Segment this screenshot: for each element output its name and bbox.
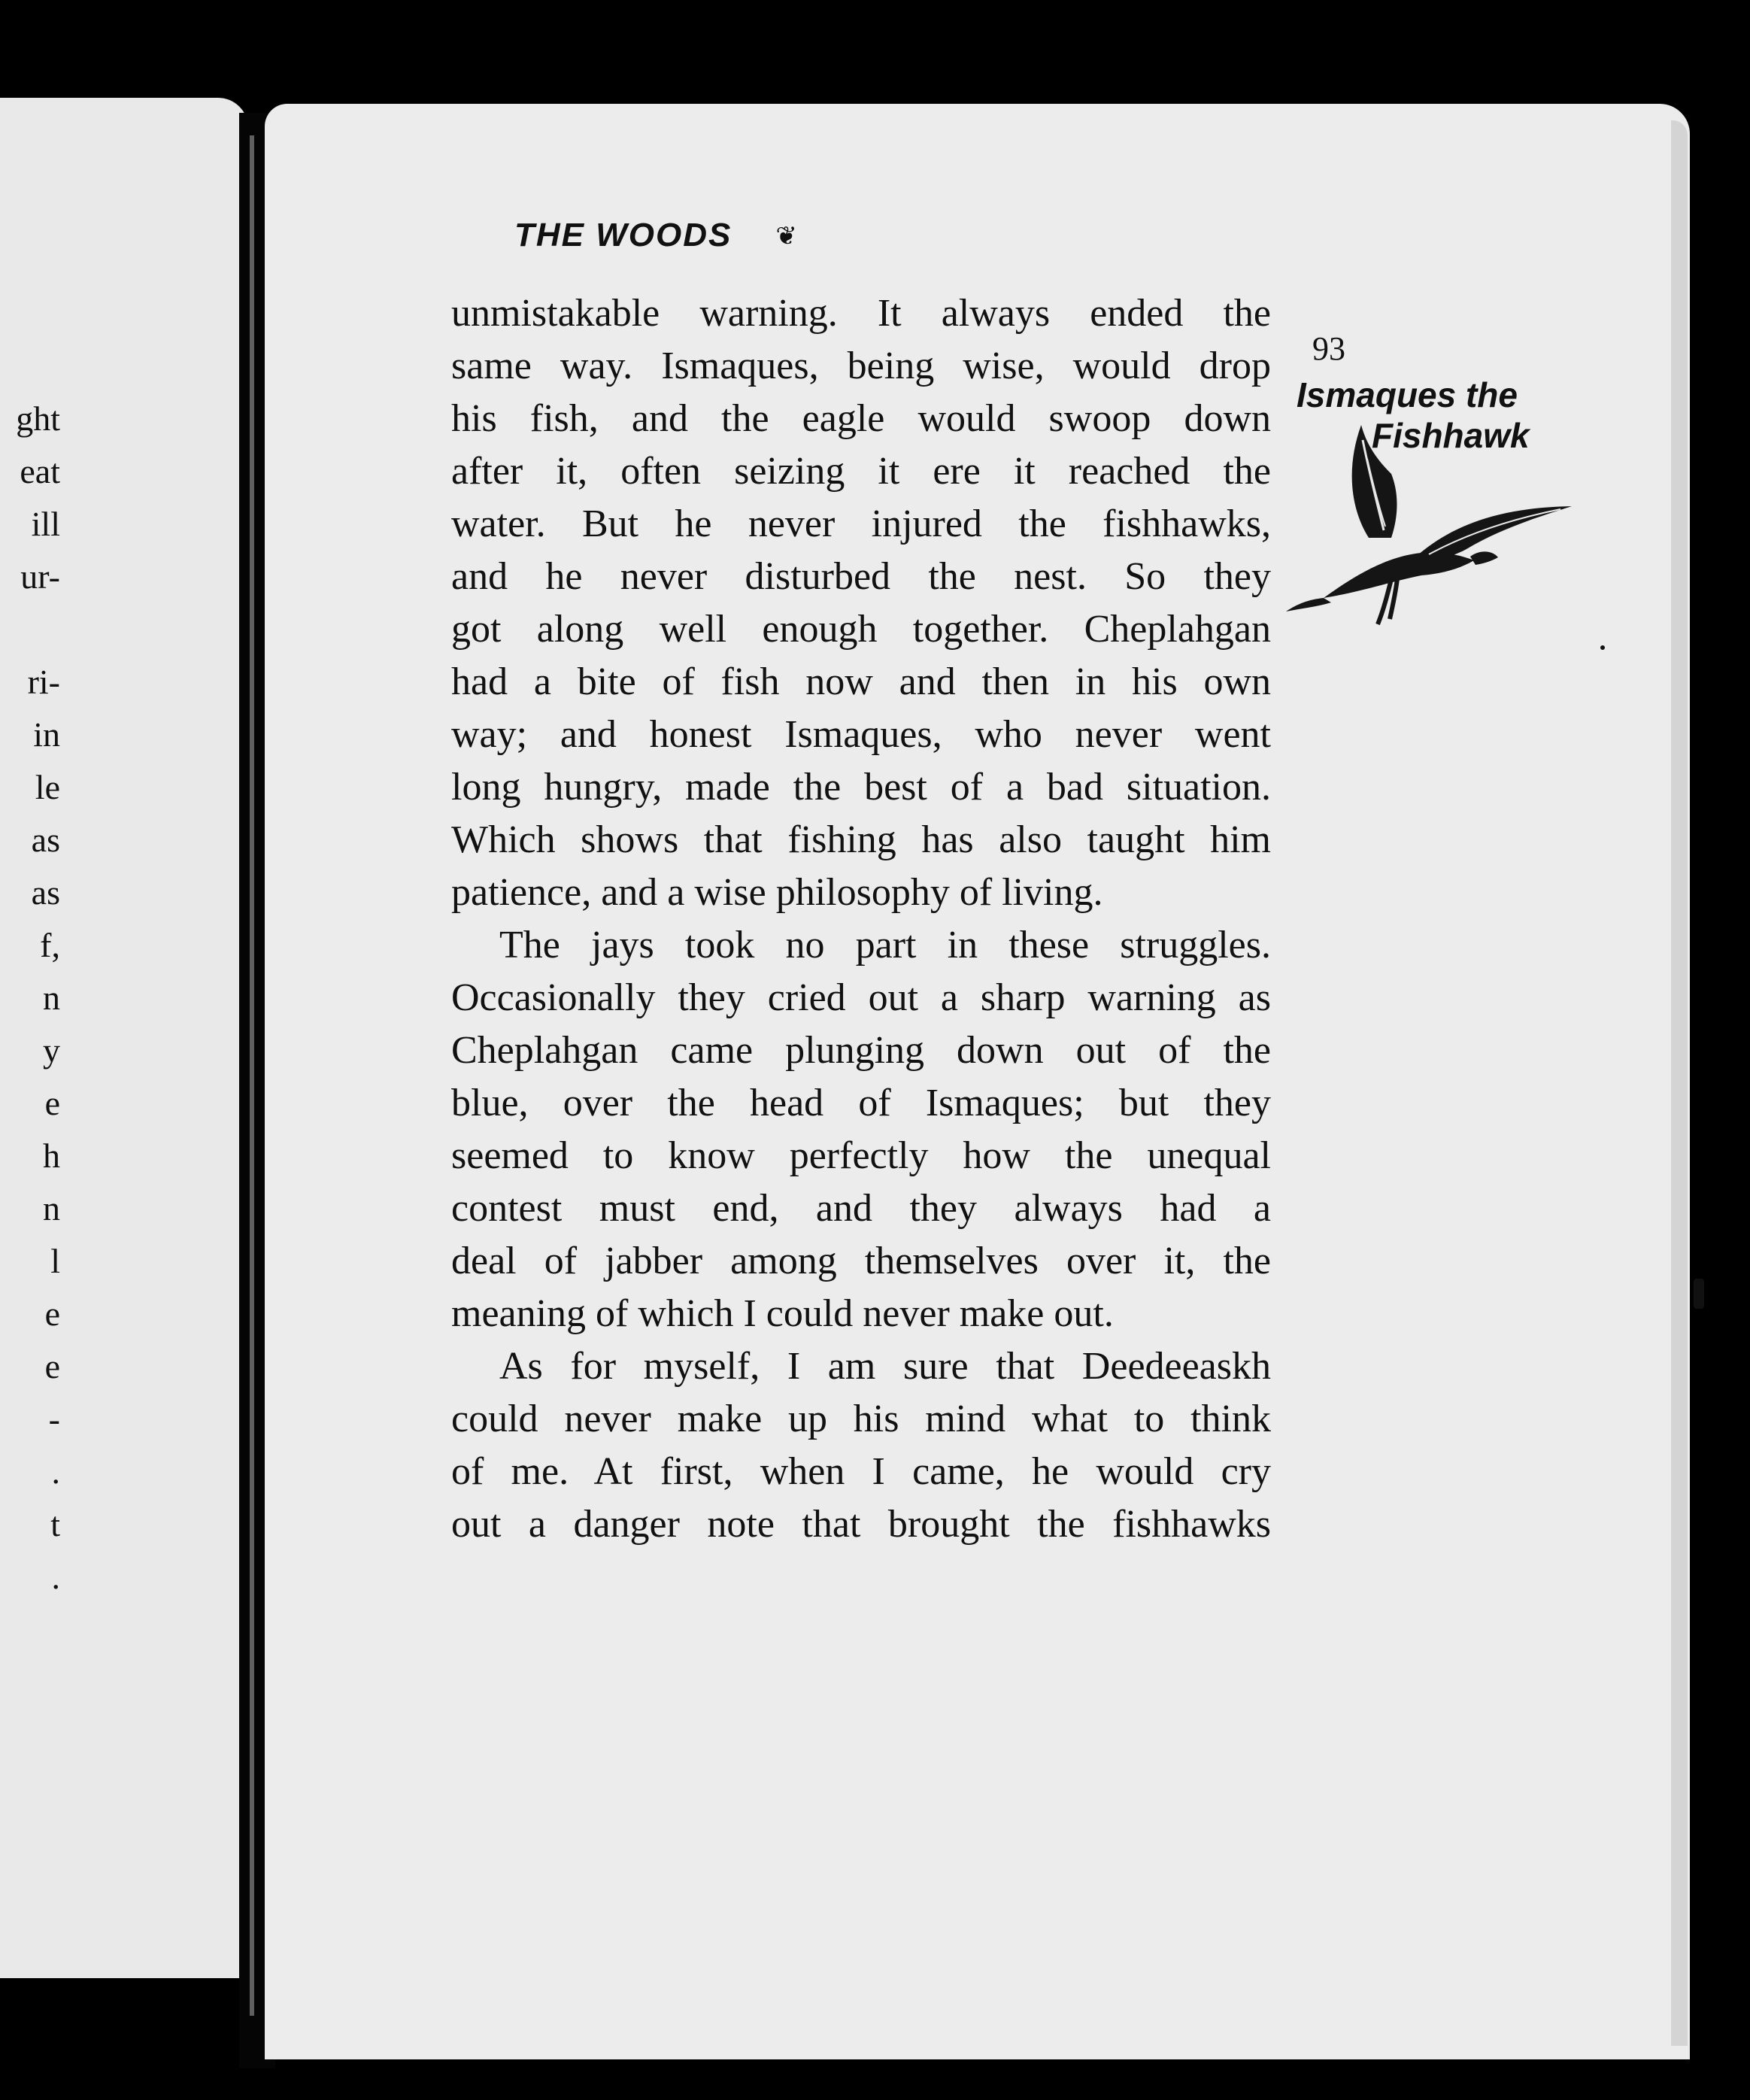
left-page-fragment: n <box>43 1189 60 1228</box>
left-page-fragment: t <box>50 1505 60 1543</box>
left-page-fragment: ri- <box>27 663 60 701</box>
page-number: 93 <box>1312 330 1345 367</box>
text-line: water. But he never injured the fishhawks, <box>451 502 1271 545</box>
left-page-fragment: as <box>31 821 60 859</box>
text-line: after it, often seizing it ere it reached the <box>451 450 1271 493</box>
text-line: Cheplahgan came plunging down out of the <box>451 1029 1271 1072</box>
text-line: and he never disturbed the nest. So they <box>451 555 1271 598</box>
left-page-fragment: e <box>44 1084 60 1122</box>
left-page-fragment: as <box>31 873 60 912</box>
left-page-fragment: n <box>43 979 60 1017</box>
spine-edge <box>250 135 254 2016</box>
page-edge <box>1671 120 1688 2046</box>
left-page-fragment: ur- <box>20 557 60 596</box>
text-line: patience, and a wise philosophy of living. <box>451 871 1103 914</box>
text-line: could never make up his mind what to think <box>451 1397 1271 1440</box>
left-page-fragment: f, <box>40 926 60 964</box>
text-line: had a bite of fish now and then in his own <box>451 660 1271 703</box>
text-line: seemed to know perfectly how the unequal <box>451 1134 1271 1177</box>
sidenote-line-1: Ismaques the <box>1297 375 1518 414</box>
left-page-fragment: l <box>50 1242 60 1280</box>
left-page-fragment: e <box>44 1347 60 1385</box>
left-page-fragment: y <box>43 1031 60 1070</box>
text-line: out a danger note that brought the fishhawks <box>451 1503 1271 1546</box>
left-page-fragment: . <box>51 1452 60 1491</box>
ornament-icon: ❦ <box>775 222 799 250</box>
text-line: meaning of which I could never make out. <box>451 1292 1114 1335</box>
text-line: contest must end, and they always had a <box>451 1187 1271 1230</box>
left-page <box>0 98 248 1978</box>
left-page-fragment: ght <box>16 399 60 438</box>
ink-speck <box>1694 1279 1704 1309</box>
left-page-fragment: h <box>43 1136 60 1175</box>
body-text <box>451 287 1271 1551</box>
left-page-fragment: - <box>48 1400 60 1438</box>
ink-speck <box>1600 645 1605 650</box>
left-page-fragment <box>0 603 60 656</box>
text-line: of me. At first, when I came, he would cry <box>451 1450 1271 1493</box>
running-head <box>514 217 799 254</box>
sidenote-line-2: Fishhawk <box>1372 416 1530 455</box>
left-page-fragment: ill <box>31 505 60 543</box>
text-line: The jays took no part in these struggles. <box>499 924 1271 967</box>
text-line: deal of jabber among themselves over it, the <box>451 1240 1271 1282</box>
text-line: same way. Ismaques, being wise, would drop <box>451 344 1271 387</box>
left-page-text-fragments <box>0 393 60 1604</box>
text-line: got along well enough together. Cheplahgan <box>451 608 1271 651</box>
text-line: his fish, and the eagle would swoop down <box>451 397 1271 440</box>
text-line: Occasionally they cried out a sharp warning as <box>451 976 1271 1019</box>
text-line: unmistakable warning. It always ended the <box>451 292 1271 335</box>
sidenote-title <box>1297 375 1612 456</box>
text-line: Which shows that fishing has also taught him <box>451 818 1271 861</box>
left-page-fragment: e <box>44 1294 60 1333</box>
left-page-fragment: . <box>51 1558 60 1596</box>
left-page-fragment: le <box>35 768 60 806</box>
running-head-title: THE WOODS <box>514 217 732 253</box>
text-line: blue, over the head of Ismaques; but they <box>451 1082 1271 1124</box>
left-page-fragment: eat <box>20 452 60 490</box>
text-line: way; and honest Ismaques, who never went <box>451 713 1271 756</box>
text-line: long hungry, made the best of a bad situation. <box>451 766 1271 809</box>
left-page-fragment: in <box>33 715 60 754</box>
text-line: As for myself, I am sure that Deedeeaskh <box>499 1345 1271 1388</box>
